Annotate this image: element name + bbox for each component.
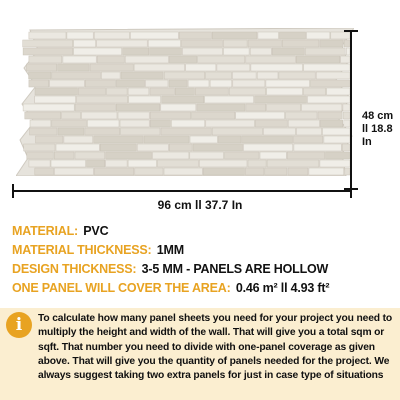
stone-brick [67,32,93,39]
stone-brick [116,80,144,87]
stone-brick [85,80,115,87]
stone-brick [74,48,122,55]
stone-brick [190,152,224,159]
stone-brick [248,160,266,167]
info-text: To calculate how many panel sheets you need for your project you need to multiply the height and width of the wall. That will give you a total sqm or sqft. That number you need to divide with one-panel coverage as given above. That will give you the quantity of panels needed for the project. We always suggest taking two extra panels for just in case type of situations [38,313,393,382]
stone-brick [182,48,222,55]
info-icon: i [6,312,32,338]
stone-brick [171,120,205,127]
stone-brick [197,104,245,111]
stone-brick [217,64,250,71]
stone-brick [94,168,133,175]
spec-value: PVC [83,224,109,238]
stone-brick [94,32,129,39]
stone-brick [129,96,161,103]
spec-material [12,222,329,241]
stone-panel-image [16,28,354,176]
stone-brick [118,112,149,119]
stone-brick [63,56,96,63]
stone-brick [225,152,259,159]
stone-brick [243,144,292,151]
specs-list [12,222,329,298]
stone-brick [205,96,254,103]
stone-brick [51,160,86,167]
stone-brick [107,88,128,95]
stone-brick [288,120,319,127]
stone-brick [342,144,350,151]
stone-brick [25,112,61,119]
stone-brick [179,32,211,39]
stone-brick [223,40,247,47]
stone-brick [286,112,317,119]
stone-brick [54,152,74,159]
stone-brick [27,64,57,71]
stone-brick [29,72,51,79]
stone-brick [87,160,105,167]
stone-brick [52,120,87,127]
stone-brick [182,40,223,47]
stone-brick [257,72,278,79]
stone-brick [192,112,235,119]
stone-brick [162,96,204,103]
stone-brick [258,32,279,39]
stone-brick [90,64,133,71]
stone-brick [128,160,156,167]
spec-value: 3-5 MM - PANELS ARE HOLLOW [141,262,329,276]
stone-brick [169,56,196,63]
stone-brick [75,104,115,111]
stone-brick [58,64,89,71]
stone-brick [265,168,287,175]
stone-brick [260,152,286,159]
stone-brick [87,120,119,127]
width-tick-left [12,184,14,198]
stone-brick [29,32,66,39]
stone-brick [307,96,350,103]
stone-brick [190,136,217,143]
stone-brick [30,120,51,127]
stone-brick [309,168,344,175]
stone-brick [242,136,293,143]
stone-brick [279,72,315,79]
stone-brick [77,96,128,103]
stone-brick [316,72,350,79]
stone-brick [305,48,345,55]
stone-brick [255,120,287,127]
stone-brick [29,160,50,167]
stone-brick [294,144,341,151]
spec-key: MATERIAL: [12,224,79,238]
stone-brick [85,128,120,135]
stone-brick [54,168,93,175]
stone-brick [29,80,49,87]
stone-brick [125,56,168,63]
stone-brick [150,88,174,95]
stone-brick [224,48,250,55]
stone-brick [164,72,205,79]
spec-key: ONE PANEL WILL COVER THE AREA: [12,281,231,295]
stone-brick [50,80,85,87]
stone-brick [302,104,342,111]
stone-brick [203,168,244,175]
stone-brick [318,112,342,119]
stone-brick [311,80,350,87]
stone-brick [212,128,262,135]
stone-brick [116,104,160,111]
stone-brick [161,104,196,111]
stone-brick [64,136,93,143]
stone-brick [56,144,99,151]
stone-brick [331,32,350,39]
stone-brick [35,88,77,95]
spec-value: 1MM [156,243,184,257]
spec-design-thickness [12,260,329,279]
stone-brick [23,48,73,55]
spec-material-thickness [12,241,329,260]
stone-brick [97,40,148,47]
height-tick-top [344,30,358,32]
stone-brick [282,40,319,47]
stone-brick [251,64,303,71]
stone-brick [36,136,63,143]
stone-brick [130,32,178,39]
stone-brick [195,88,228,95]
stone-brick [326,152,350,159]
stone-brick [128,88,149,95]
stone-brick [296,56,339,63]
stone-brick [161,128,211,135]
stone-brick [327,88,350,95]
stone-brick [267,88,303,95]
stone-brick [263,128,295,135]
stone-brick [248,40,281,47]
stone-brick [169,144,192,151]
stone-brick [24,144,55,151]
stone-brick [266,80,310,87]
stone-brick [82,112,118,119]
stone-brick [294,136,323,143]
stone-brick [121,128,160,135]
stone-brick [175,88,194,95]
stone-brick [150,48,182,55]
spec-key: MATERIAL THICKNESS: [12,243,152,257]
stone-panel-illustration [16,28,354,176]
stone-brick [288,168,308,175]
stone-brick [169,80,187,87]
stone-brick [58,128,84,135]
stone-brick [186,64,216,71]
stone-brick [272,48,304,55]
stone-brick [106,160,127,167]
stone-brick [29,56,62,63]
stone-brick [320,40,343,47]
spec-key: DESIGN THICKNESS: [12,262,137,276]
stone-brick [210,80,232,87]
stone-brick [323,128,351,135]
height-dimension-label: 48 cm ll 18.8 In [362,110,394,148]
spec-coverage [12,279,329,298]
stone-brick [123,48,149,55]
stone-brick [23,104,74,111]
stone-brick [343,104,350,111]
stone-brick [145,80,168,87]
stone-brick [246,56,295,63]
stone-brick [343,112,350,119]
width-dimension-label: 96 cm ll 37.7 In [157,198,243,212]
stone-brick [150,120,170,127]
stone-brick [206,120,255,127]
stone-brick [324,136,350,143]
stone-brick [304,88,326,95]
stone-brick [206,72,232,79]
stone-brick [23,40,73,47]
stone-brick [52,72,101,79]
stone-brick [101,72,120,79]
stone-brick [296,128,321,135]
stone-brick [135,168,163,175]
stone-brick [106,152,152,159]
stone-brick [75,152,105,159]
stone-brick [320,160,350,167]
stone-brick [307,32,330,39]
stone-brick [144,136,189,143]
stone-brick [134,64,185,71]
stone-brick [97,56,124,63]
stone-brick [30,128,58,135]
stone-brick [78,88,105,95]
stone-brick [150,112,190,119]
stone-brick [229,88,265,95]
width-tick-right [350,184,352,198]
stone-brick [158,160,199,167]
stone-brick [188,80,209,87]
stone-brick [94,136,143,143]
stone-brick [320,120,342,127]
stone-brick [148,40,180,47]
stone-brick [153,152,189,159]
stone-brick [35,168,54,175]
stone-brick [120,120,149,127]
stone-brick [193,144,242,151]
stone-brick [304,64,350,71]
stone-brick [341,56,350,63]
spec-value: 0.46 m² ll 4.93 ft² [235,281,330,295]
height-dimension-line [350,30,352,190]
stone-brick [280,32,306,39]
stone-brick [287,152,324,159]
stone-brick [212,32,257,39]
stone-brick [267,160,319,167]
stone-brick [199,160,247,167]
stone-brick [267,104,301,111]
stone-brick [236,112,285,119]
stone-brick [250,48,271,55]
width-dimension-line [12,190,352,192]
stone-brick [245,168,264,175]
stone-brick [232,72,256,79]
stone-brick [233,80,265,87]
stone-brick [74,40,96,47]
stone-brick [255,96,307,103]
stone-brick [35,96,76,103]
stone-brick [198,56,245,63]
stone-brick [121,72,163,79]
stone-brick [62,112,81,119]
stone-brick [218,136,241,143]
stone-brick [246,104,266,111]
info-box [0,308,400,400]
stone-brick [164,168,202,175]
stone-brick [27,152,53,159]
stone-brick [137,144,168,151]
stone-brick [100,144,136,151]
